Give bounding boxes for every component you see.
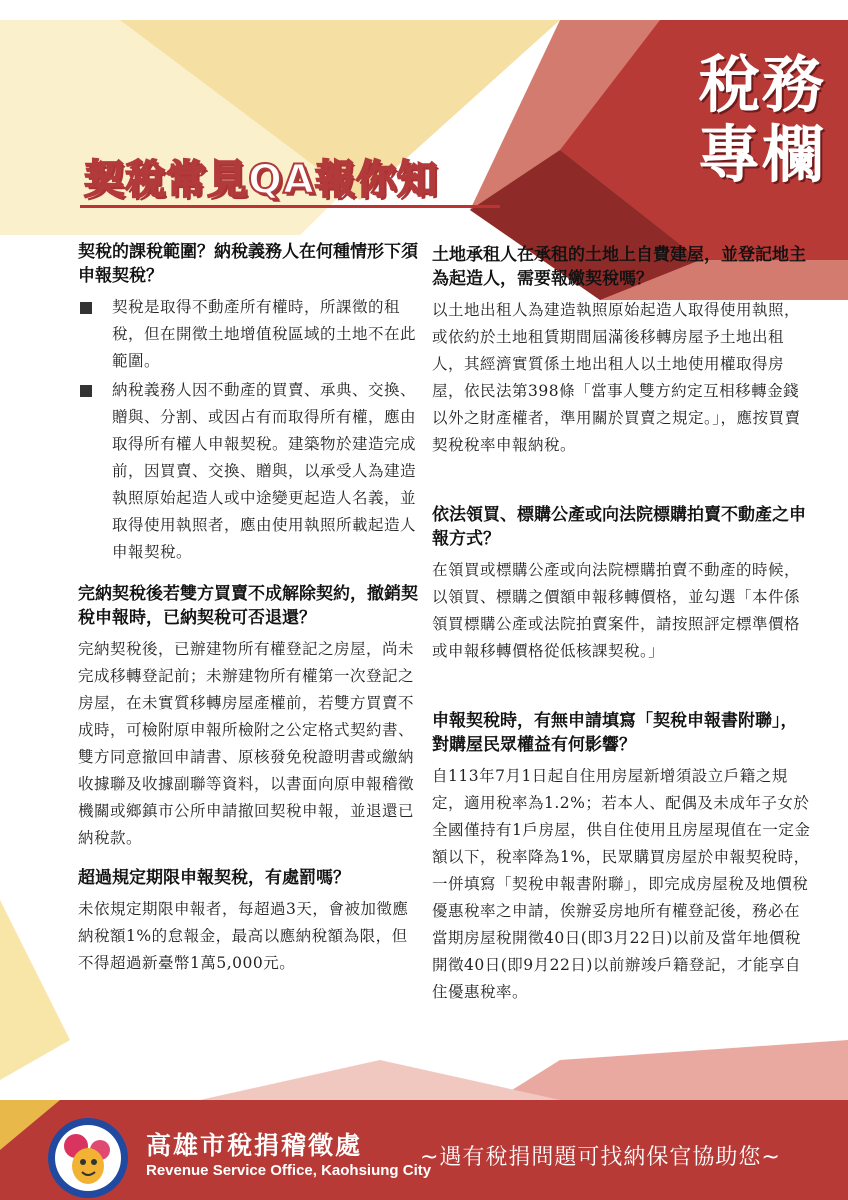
bullet-text: 納稅義務人因不動產的買賣、承典、交換、贈與、分割、或因占有而取得所有權，應由取得所有權人申報契稅。建築物於建造完成前，因買賣、交換、贈與，以承受人為建造執照原始起造人或中途變更起造人名義，並取得使用執照者，應由使用執照所載起造人申報契稅。 (112, 381, 417, 561)
organization-name-english: Revenue Service Office, Kaohsiung City (146, 1162, 432, 1179)
question-penalty: 超過規定期限申報契稅，有處罰嗎？ (78, 868, 350, 888)
list-item (78, 377, 418, 566)
answer-refund: 完納契稅後，已辦建物所有權登記之房屋，尚未完成移轉登記前；未辦建物所有權第一次登記之房屋，在未實質移轉房屋產權前，若雙方買賣不成時，可檢附原申報所檢附之公定格式契約書、雙方同意撤回申請書、原核發免稅證明書或繳納收據聯及收據副聯等資料，以書面向原申報稽徵機關或鄉鎮市公所申請撤回契稅申報，並退還已納稅款。 (78, 640, 415, 847)
answer-attachment: 自113年7月1日起自住用房屋新增須設立戶籍之規定，適用稅率為1.2%；若本人、配偶及未成年子女於全國僅持有1戶房屋，供自住使用且房屋現值在一定金額以下，稅率降為1%，民眾購買房屋於申報契稅時，一併填寫「契稅申報書附聯」，即完成房屋稅及地價稅優惠稅率之申請，俟辦妥房地所有權登記後，務必在當期房屋稅開徵40日(即3月22日)以前及當年地價稅開徵40日(即9月22日)以前辦竣戶籍登記，才能享自住優惠稅率。 (432, 767, 811, 1001)
square-bullet-icon (80, 302, 92, 314)
right-column (432, 243, 812, 1006)
question-tax-scope: 契稅的課稅範圍？納稅義務人在何種情形下須申報契稅？ (78, 242, 418, 286)
answer-penalty: 未依規定期限申報者，每超過3天，會被加徵應納稅額1%的怠報金，最高以應納稅額為限，但不得超過新臺幣1萬5,000元。 (78, 900, 409, 972)
square-bullet-icon (80, 385, 92, 397)
page-title: 契稅常見QA報你知 (84, 157, 438, 203)
kaohsiung-revenue-mascot-logo-icon (46, 1116, 130, 1200)
badge-line-2: 專欄 (697, 118, 826, 191)
question-attachment: 申報契稅時，有無申請填寫「契稅申報書附聯」，對購屋民眾權益有何影響？ (432, 711, 798, 755)
answer-public-auction: 在領買或標購公產或向法院標購拍賣不動產的時候，以領買、標購之價額申報移轉價格，並勾選「本件係領買標購公產或法院拍賣案件，請按照評定標準價格或申報移轉價格從低核課契稅。」 (432, 561, 801, 660)
list-item (78, 294, 418, 375)
question-refund: 完納契稅後若雙方買賣不成解除契約，撤銷契稅申報時，已納契稅可否退還？ (78, 584, 418, 628)
question-public-auction: 依法領買、標購公產或向法院標購拍賣不動產之申報方式？ (432, 505, 806, 549)
organization-name: 高雄市稅捐稽徵處 (146, 1131, 363, 1160)
footer-slogan: ~遇有稅捐問題可找納保官協助您~ (420, 1145, 781, 1170)
left-column (78, 240, 418, 977)
question-tenant-build: 土地承租人在承租的土地上自費建屋，並登記地主為起造人，需要報繳契稅嗎？ (432, 245, 806, 289)
answer-tenant-build: 以土地出租人為建造執照原始起造人取得使用執照，或依約於土地租賃期間屆滿後移轉房屋予土地出租人，其經濟實質係土地出租人以土地使用權取得房屋，依民法第398條「當事人雙方約定互相移轉金錢以外之財產權者，準用關於買賣之規定。」，應按買賣契稅稅率申報納稅。 (432, 301, 801, 454)
badge-line-1: 稅務 (697, 48, 826, 121)
bullet-text: 契稅是取得不動產所有權時，所課徵的租稅，但在開徵土地增值稅區域的土地不在此範圍。 (112, 298, 417, 370)
title-underline (80, 205, 500, 208)
answer-tax-scope-list (78, 294, 418, 566)
column-badge (682, 50, 842, 190)
